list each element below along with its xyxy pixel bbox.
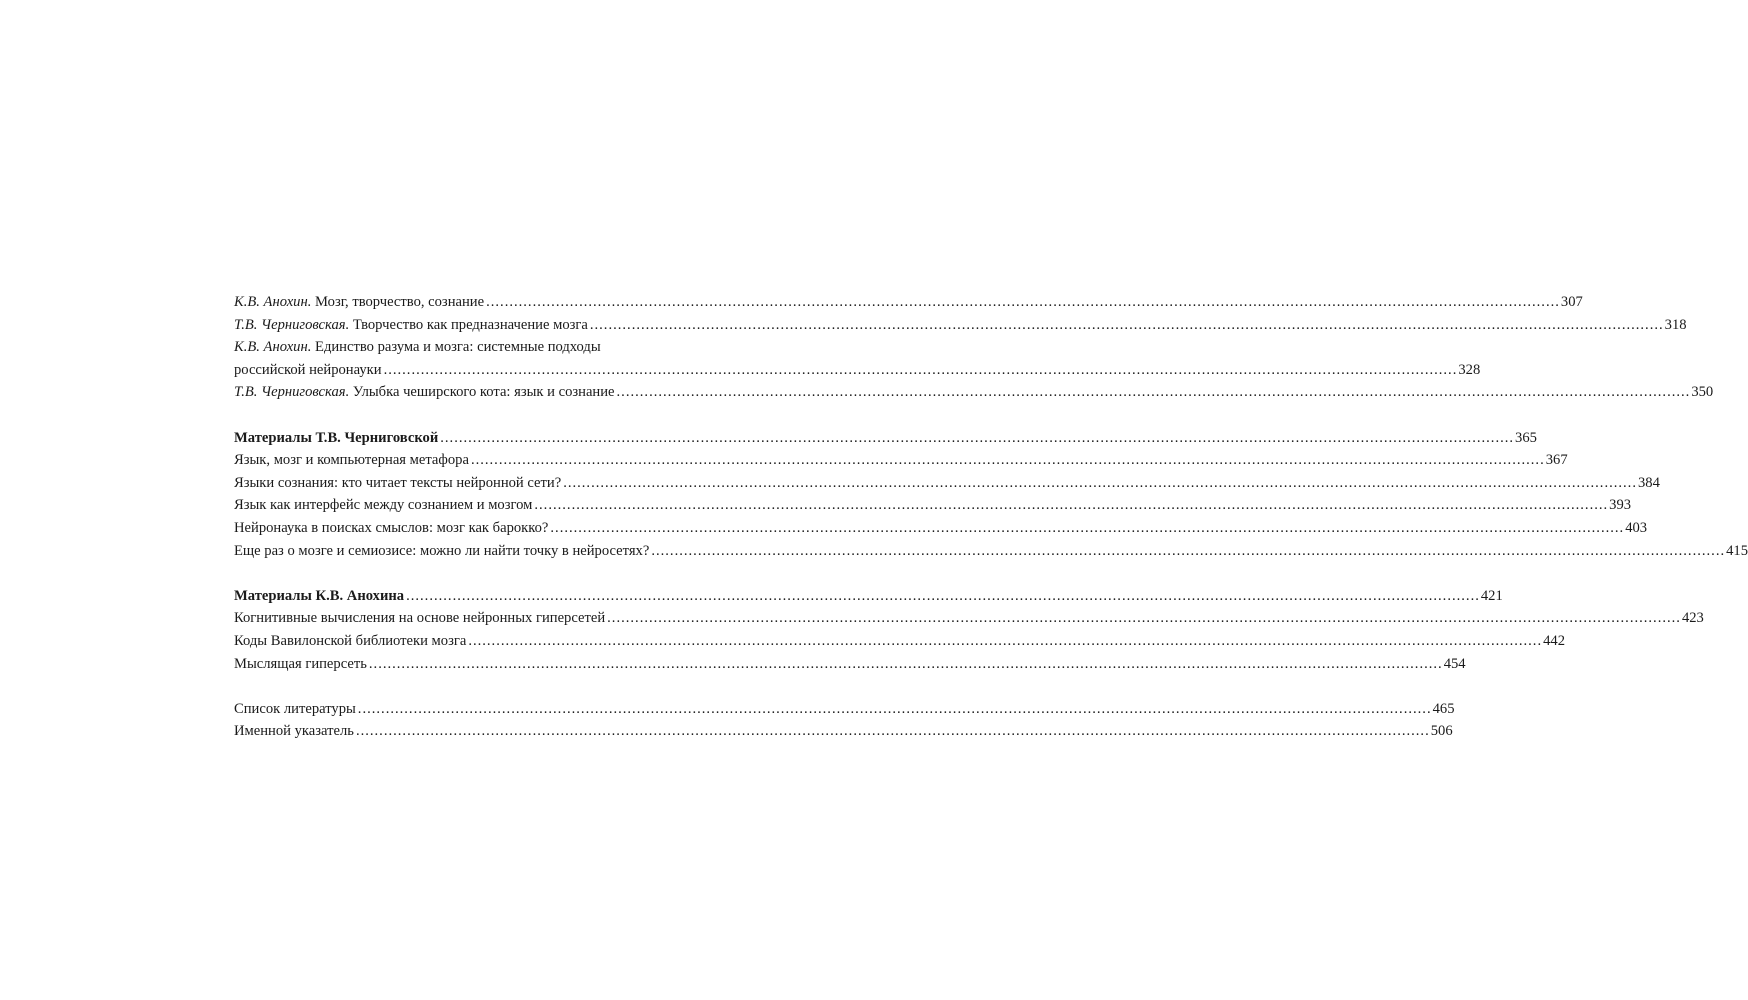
toc-entry: [234, 698, 1455, 721]
dot-leader: [550, 517, 1624, 540]
toc-entry-title-text: Мозг, творчество, сознание: [315, 294, 485, 310]
toc-entry-title: Именной указатель: [234, 723, 354, 740]
toc-entry: [234, 381, 1714, 404]
toc-entry-title: [234, 381, 615, 404]
toc-entry-title: Список литературы: [234, 700, 356, 717]
toc-entry-page: 423: [1681, 610, 1704, 627]
toc-entry: [234, 517, 1648, 540]
toc-section-title: Материалы Т.В. Черниговской: [234, 429, 439, 446]
toc-entry-title: [234, 314, 588, 337]
toc-entry: [234, 314, 1687, 337]
toc-entry-title-text: российской нейронауки: [234, 361, 382, 378]
toc-entry-page: 365: [1515, 429, 1537, 446]
toc-entry-page: 367: [1545, 452, 1568, 469]
toc-entry: [234, 494, 1632, 517]
toc-entry-title-line2: [234, 359, 1481, 382]
toc-entry-title: Коды Вавилонской библиотеки мозга: [234, 632, 467, 649]
dot-leader: [590, 314, 1664, 337]
dot-leader: [440, 427, 1514, 450]
toc-entry-title: Язык, мозг и компьютерная метафора: [234, 452, 469, 469]
toc-entry-author: К.В. Анохин.: [234, 294, 312, 310]
toc-section-title: Материалы К.В. Анохина: [234, 587, 405, 604]
dot-leader: [486, 291, 1560, 314]
toc-entry: [234, 607, 1704, 630]
dot-leader: [358, 698, 1432, 721]
toc-entry-title: Еще раз о мозге и семиозисе: можно ли найти точку в нейросетях?: [234, 542, 650, 559]
toc-entry-page: 506: [1430, 723, 1453, 740]
dot-leader: [384, 359, 1458, 382]
section-gap: [234, 562, 766, 585]
toc-entry-title: Языки сознания: кто читает тексты нейронной сети?: [234, 474, 562, 491]
toc-entry-page: 454: [1443, 655, 1466, 672]
toc-entry-title-line1: [234, 336, 766, 359]
toc-entry-author: Т.В. Черниговская.: [234, 316, 350, 333]
dot-leader: [534, 494, 1608, 517]
toc-entry-title: [234, 291, 484, 314]
toc-entry: [234, 291, 1583, 314]
toc-entry: [234, 336, 1481, 381]
dot-leader: [356, 720, 1430, 743]
toc-entry-title: Когнитивные вычисления на основе нейронных гиперсетей: [234, 610, 606, 627]
toc-entry-page: 307: [1560, 294, 1583, 310]
toc-entry-page: 465: [1432, 700, 1455, 717]
dot-leader: [617, 381, 1691, 404]
toc-entry-page: 442: [1543, 632, 1565, 649]
toc-entry-page: 393: [1609, 497, 1632, 514]
toc-entry-title-text: Единство разума и мозга: системные подходы: [315, 339, 601, 356]
toc-entry: [234, 653, 1466, 676]
dot-leader: [471, 449, 1545, 472]
section-gap: [234, 404, 766, 427]
dot-leader: [607, 607, 1681, 630]
toc-entry: [234, 449, 1568, 472]
table-of-contents: [234, 291, 1748, 743]
toc-entry-page: 350: [1691, 384, 1714, 401]
toc-entry-page: 421: [1480, 587, 1503, 604]
toc-entry-title: Язык как интерфейс между сознанием и мозгом: [234, 497, 533, 514]
dot-leader: [369, 653, 1443, 676]
toc-entry: [234, 540, 1748, 563]
toc-entry-author: Т.В. Черниговская.: [234, 384, 350, 401]
toc-entry-page: 403: [1625, 519, 1648, 536]
section-gap: [234, 675, 766, 698]
toc-entry: [234, 630, 1565, 653]
toc-entry-page: 415: [1726, 542, 1748, 559]
toc-entry: [234, 720, 1453, 743]
toc-entry-title: Мыслящая гиперсеть: [234, 655, 367, 672]
toc-entry: [234, 472, 1660, 495]
dot-leader: [406, 585, 1480, 608]
dot-leader: [651, 540, 1725, 563]
toc-entry-page: 318: [1664, 316, 1687, 333]
toc-entry-title-text: Улыбка чеширского кота: язык и сознание: [352, 384, 615, 401]
toc-entry-page: 328: [1458, 361, 1481, 378]
toc-entry-page: 384: [1637, 474, 1660, 491]
dot-leader: [563, 472, 1637, 495]
toc-section-heading: [234, 585, 1503, 608]
toc-entry-title: Нейронаука в поисках смыслов: мозг как барокко?: [234, 519, 549, 536]
toc-entry-title-text: Творчество как предназначение мозга: [352, 316, 588, 333]
dot-leader: [468, 630, 1542, 653]
toc-entry-author: К.В. Анохин.: [234, 339, 312, 356]
toc-section-heading: [234, 427, 1537, 450]
